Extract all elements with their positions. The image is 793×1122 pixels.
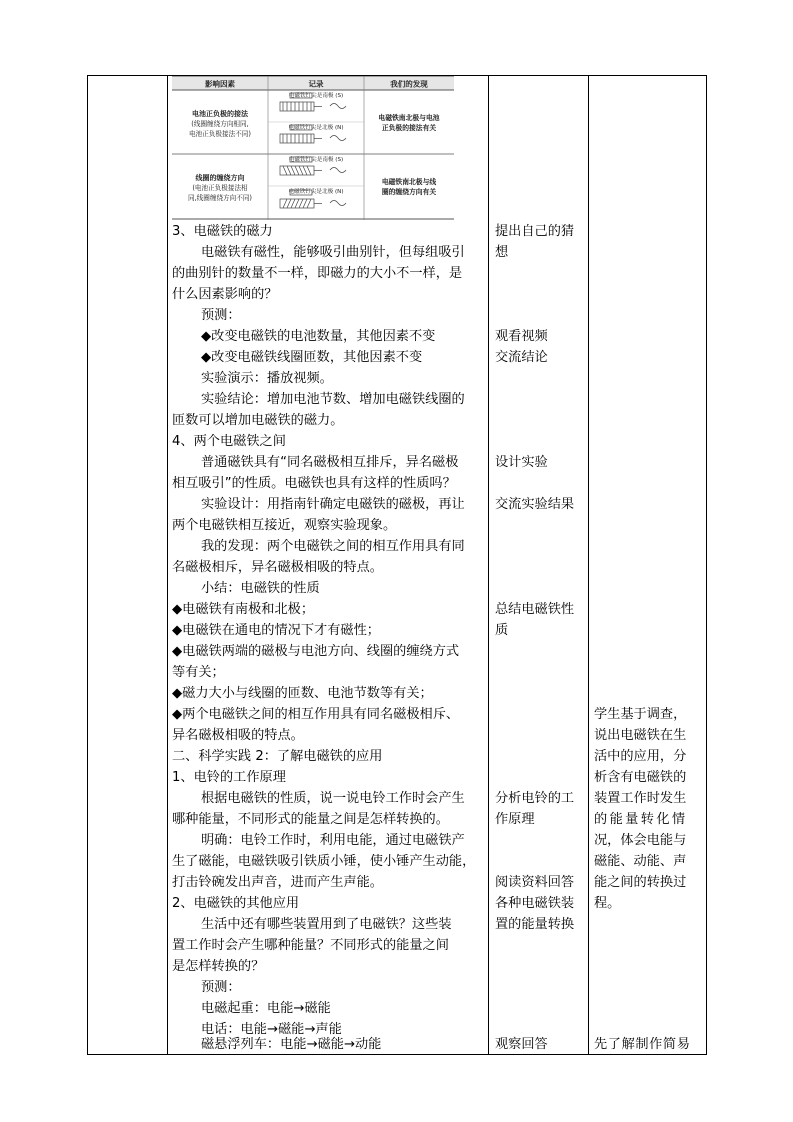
- main-line-24: ◆两个电磁铁之间的相互作用具有同名磁极相斥、: [172, 707, 460, 722]
- student-activity-5: 设计实验: [495, 455, 548, 470]
- main-line-20: ◆电磁铁在通电的情况下才有磁性；: [172, 623, 380, 638]
- main-line-25: 异名磁极相吸的特点。: [172, 728, 304, 743]
- main-line-40: 磁悬浮列车：电能→磁能→动能: [201, 1037, 382, 1052]
- student-activity-4: 交流结论: [495, 350, 548, 365]
- main-line-34: 生活中还有哪些装置用到了电磁铁？这些装: [201, 917, 452, 932]
- figure-row2-factor-sub2: 同,线圈缠绕方向不同): [187, 194, 253, 202]
- table-col-border-3: [488, 75, 489, 1055]
- main-line-14: 实验设计：用指南针确定电磁铁的磁极，再让: [201, 497, 465, 512]
- student-activity-9: 分析电铃的工: [495, 791, 575, 806]
- main-line-32: 打击铃碗发出声音，进而产生声能。: [172, 875, 383, 890]
- design-intent-1: 学生基于调查，: [594, 707, 687, 722]
- main-line-2: 电磁铁有磁性，能够吸引曲别针，但每组吸引: [201, 245, 465, 260]
- figure-row1-factor: 电池正负极的接法: [192, 110, 248, 118]
- student-activity-6: 交流实验结果: [495, 497, 575, 512]
- main-line-28: 根据电磁铁的性质，说一说电铃工作时会产生: [201, 791, 465, 806]
- main-line-37: 预测：: [201, 980, 241, 995]
- student-activity-14: 观察回答: [495, 1037, 548, 1052]
- main-line-4: 什么因素影响的？: [172, 287, 278, 302]
- main-line-36: 是怎样转换的？: [172, 959, 265, 974]
- figure-row1-factor-sub1: (线圈缠绕方向相同,: [191, 120, 249, 128]
- design-intent-10: 程。: [594, 896, 621, 911]
- main-line-19: ◆电磁铁有南极和北极；: [172, 602, 315, 617]
- main-line-18: 小结：电磁铁的性质: [201, 581, 320, 596]
- main-line-8: 实验演示：播放视频。: [201, 371, 333, 386]
- figure-row2-factor-sub1: (电池正负极接法相: [192, 184, 248, 192]
- main-line-6: ◆改变电磁铁的电池数量，其他因素不变: [201, 329, 436, 344]
- main-line-3: 的曲别针的数量不一样，即磁力的大小不一样，是: [172, 266, 463, 281]
- main-line-33: 2、电磁铁的其他应用: [172, 896, 300, 911]
- figure-row2-finding-1: 电磁铁南北极与线: [381, 178, 437, 186]
- student-activity-13: 置的能量转换: [495, 917, 575, 932]
- main-line-17: 名磁极相斥，异名磁极相吸的特点。: [172, 560, 383, 575]
- student-activity-12: 各种电磁铁装: [495, 896, 575, 911]
- experiment-record-figure: [172, 76, 454, 220]
- main-line-35: 置工作时会产生哪种能量？不同形式的能量之间: [172, 938, 449, 953]
- student-activity-10: 作原理: [495, 812, 535, 827]
- student-activity-1: 提出自己的猜: [495, 224, 575, 239]
- design-intent-2: 说出电磁铁在生: [594, 728, 687, 743]
- main-line-12: 普通磁铁具有“同名磁极相互排斥，异名磁极: [201, 455, 459, 470]
- main-line-26: 二、科学实践 2：了解电磁铁的应用: [172, 749, 383, 764]
- student-activity-8: 质: [495, 623, 509, 638]
- main-line-22: 等有关；: [172, 665, 225, 680]
- main-line-38: 电磁起重：电能→磁能: [201, 1001, 331, 1016]
- table-col-border-5: [706, 75, 707, 1055]
- table-col-border-4: [588, 75, 589, 1055]
- main-line-9: 实验结论：增加电池节数、增加电磁铁线圈的: [201, 392, 465, 407]
- main-line-29: 哪种能量，不同形式的能量之间是怎样转换的。: [172, 812, 449, 827]
- student-activity-11: 阅读资料回答: [495, 875, 575, 890]
- design-intent-6: 的能量转化情: [594, 812, 688, 827]
- main-line-5: 预测：: [201, 308, 241, 323]
- figure-header-finding: 我们的发现: [390, 79, 428, 89]
- figure-header-factor: 影响因素: [205, 79, 235, 89]
- figure-header-record: 记录: [308, 79, 324, 89]
- main-line-21: ◆电磁铁两端的磁极与电池方向、线圈的缠绕方式: [172, 644, 460, 659]
- main-line-7: ◆改变电磁铁线圈匝数，其他因素不变: [201, 350, 423, 365]
- figure-row2-factor: 线圈的缠绕方向: [195, 174, 245, 182]
- main-line-23: ◆磁力大小与线圈的匝数、电池节数等有关；: [172, 686, 433, 701]
- main-line-30: 明确：电铃工作时，利用电能，通过电磁铁产: [201, 833, 465, 848]
- main-line-1: 3、电磁铁的磁力: [172, 224, 273, 239]
- main-line-10: 匝数可以增加电磁铁的磁力。: [172, 413, 344, 428]
- figure-row2-finding-2: 圈的缠绕方向有关: [381, 188, 437, 196]
- main-line-13: 相互吸引”的性质。电磁铁也具有这样的性质吗？: [172, 476, 456, 491]
- figure-row2-record-bottom: 电磁铁钉尖是北极 (N): [288, 189, 344, 195]
- design-intent-3: 活中的应用，分: [594, 749, 687, 764]
- table-col-border-1: [87, 75, 88, 1055]
- table-col-border-2: [167, 75, 168, 1055]
- design-intent-9: 能之间的转换过: [594, 875, 687, 890]
- main-line-15: 两个电磁铁相互接近，观察实验现象。: [172, 518, 397, 533]
- student-activity-2: 想: [495, 245, 509, 260]
- figure-row1-record-top: 电磁铁钉尖是南极 (S): [288, 93, 344, 99]
- figure-row1-finding-2: 正负极的接法有关: [381, 124, 437, 132]
- main-line-31: 生了磁能，电磁铁吸引铁质小锤，使小锤产生动能，: [172, 854, 476, 869]
- figure-row1-factor-sub2: 电池正负极接法不同): [189, 130, 251, 138]
- design-intent-7: 况，体会电能与: [594, 833, 687, 848]
- student-activity-7: 总结电磁铁性: [495, 602, 575, 617]
- main-line-27: 1、电铃的工作原理: [172, 770, 286, 785]
- main-line-11: 4、两个电磁铁之间: [172, 434, 286, 449]
- design-intent-4: 析含有电磁铁的: [594, 770, 687, 785]
- design-intent-11: 先了解制作简易: [594, 1037, 691, 1052]
- figure-row2-record-top: 电磁铁钉尖是南极 (S): [288, 157, 344, 163]
- design-intent-5: 装置工作时发生: [594, 791, 687, 806]
- main-line-39: 电话：电能→磁能→声能: [201, 1022, 342, 1037]
- figure-row1-finding-1: 电磁铁南北极与电池: [378, 114, 440, 122]
- figure-row1-record-bottom: 电磁铁钉尖是北极 (N): [288, 125, 344, 131]
- main-line-16: 我的发现：两个电磁铁之间的相互作用具有同: [201, 539, 465, 554]
- design-intent-8: 磁能、动能、声: [594, 854, 687, 869]
- student-activity-3: 观看视频: [495, 329, 548, 344]
